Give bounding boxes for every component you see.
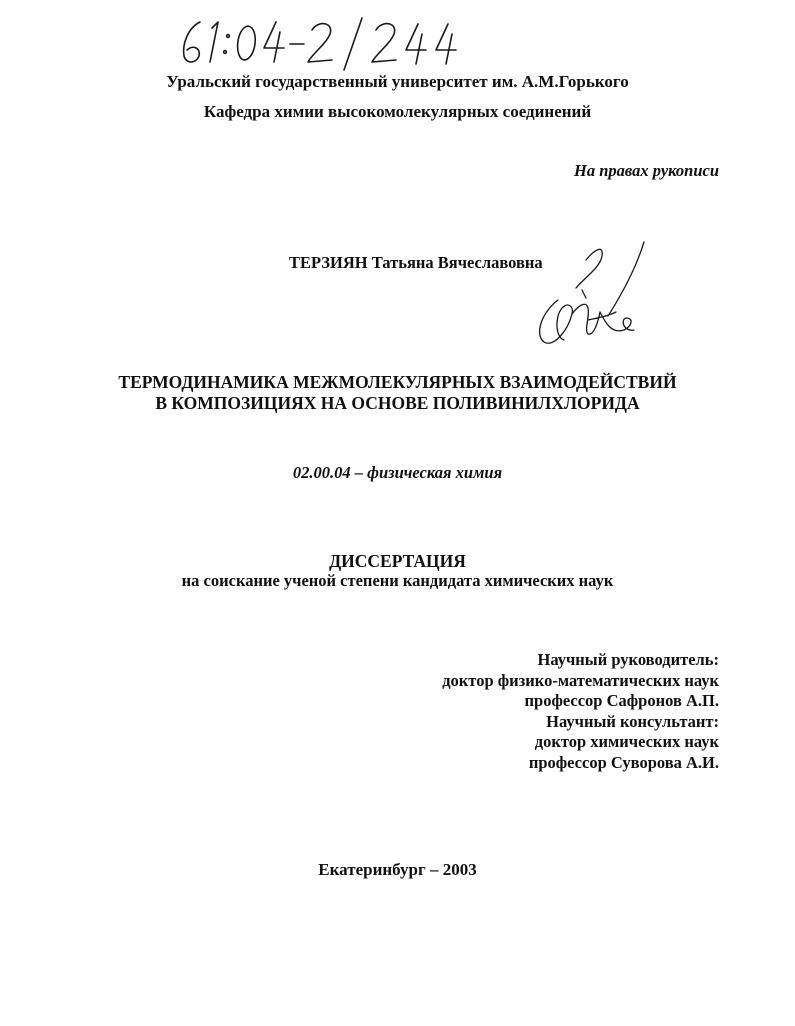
advisor-line: Научный консультант: — [546, 711, 719, 731]
author-name: ТЕРЗИЯН Татьяна Вячеславовна — [289, 253, 543, 272]
advisor-line: Научный руководитель: — [537, 650, 719, 669]
dissertation-title-line-1: ТЕРМОДИНАМИКА МЕЖМОЛЕКУЛЯРНЫХ ВЗАИМОДЕЙСТВИЙ — [118, 372, 677, 392]
handwritten-archive-number — [178, 14, 478, 74]
city-year: Екатеринбург – 2003 — [318, 860, 477, 879]
specialty-code: 02.00.04 – физическая химия — [292, 463, 503, 482]
author-signature — [528, 238, 660, 356]
advisor-line: доктор физико-математических наук — [442, 670, 719, 690]
advisor-line: профессор Сафронов А.П. — [524, 691, 719, 710]
advisor-line: профессор Суворова А.И. — [528, 752, 719, 772]
advisors-block — [442, 650, 719, 773]
rights-note: На правах рукописи — [574, 161, 719, 180]
dissertation-title-line-2: В КОМПОЗИЦИЯХ НА ОСНОВЕ ПОЛИВИНИЛХЛОРИДА — [155, 393, 640, 413]
department-name: Кафедра химии высокомолекулярных соединений — [203, 102, 592, 121]
university-name: Уральский государственный университет им. А.М.Горького — [166, 72, 629, 91]
document-type: ДИССЕРТАЦИЯ — [329, 551, 466, 571]
degree-statement: на соискание ученой степени кандидата химических наук — [181, 571, 614, 590]
advisor-line: доктор химических наук — [534, 732, 719, 751]
